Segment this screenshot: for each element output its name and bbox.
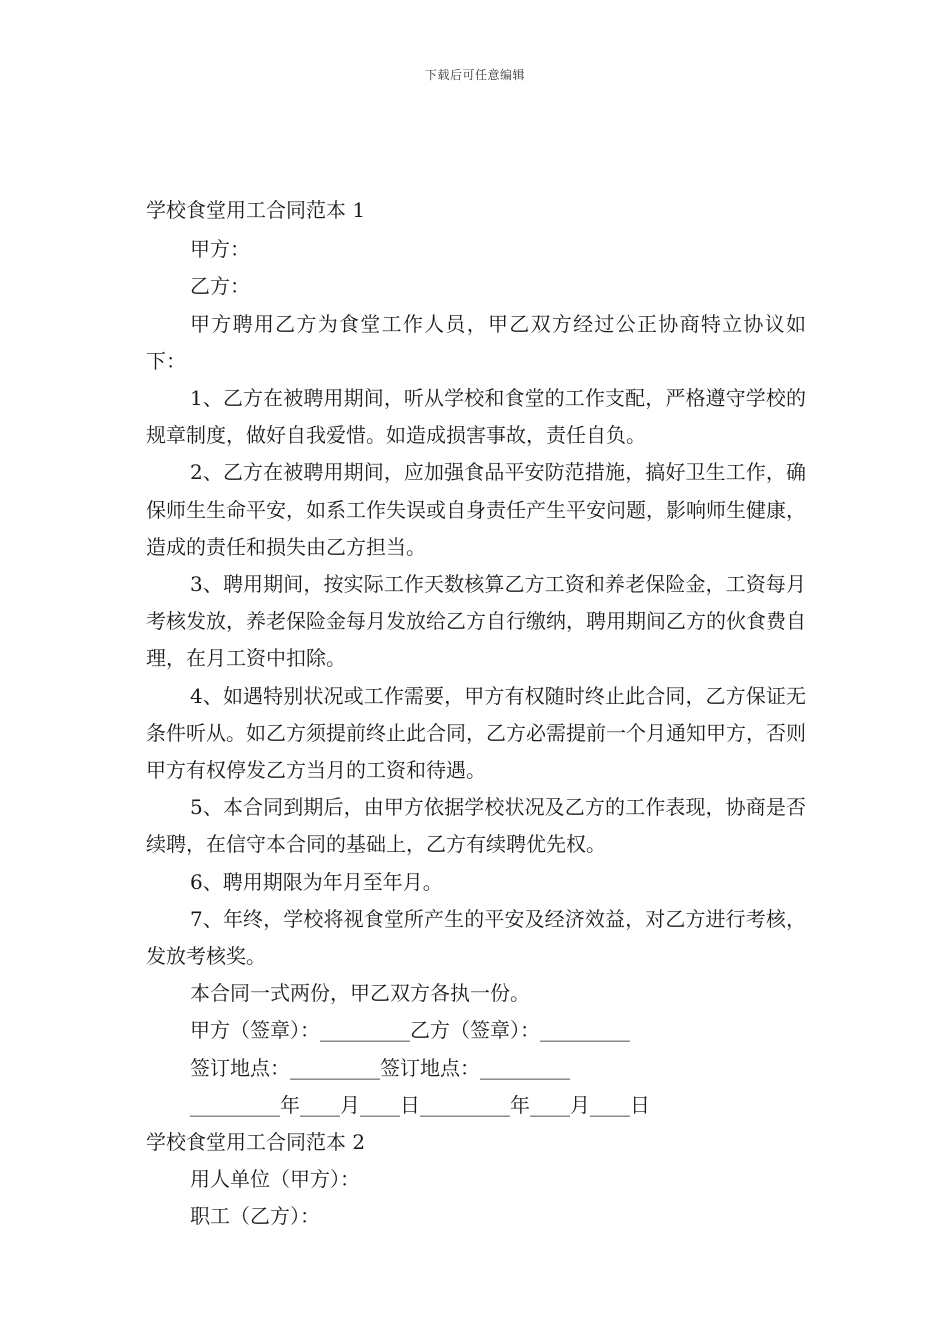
clause-7: 7、年终，学校将视食堂所产生的平安及经济效益，对乙方进行考核，发放考核奖。: [146, 906, 806, 969]
signature-line: 甲方（签章）：_________乙方（签章）：_________: [190, 1018, 630, 1043]
signing-place-line: 签订地点：_________签订地点：_________: [190, 1055, 570, 1080]
party-a-line: 甲方：: [190, 237, 250, 262]
document-body: [146, 192, 806, 1236]
copies-paragraph: 本合同一式两份，甲乙双方各执一份。: [190, 981, 530, 1006]
page-header-note: 下载后可任意编辑: [424, 68, 525, 82]
clause-2: 2、乙方在被聘用期间，应加强食品平安防范措施，搞好卫生工作，确保师生生命平安，如系工作失误或自身责任产生平安问题，影响师生健康，造成的责任和损失由乙方担当。: [146, 460, 806, 559]
clause-5: 5、本合同到期后，由甲方依据学校状况及乙方的工作表现，协商是否续聘，在信守本合同的基础上，乙方有续聘优先权。: [146, 795, 806, 857]
intro-paragraph: 甲方聘用乙方为食堂工作人员，甲乙双方经过公正协商特立协议如下：: [146, 311, 806, 373]
clause-1: 1、乙方在被聘用期间，听从学校和食堂的工作支配，严格遵守学校的规章制度，做好自我爱惜。如造成损害事故，责任自负。: [146, 386, 806, 448]
employee-line: 职工（乙方）：: [190, 1204, 320, 1229]
contract-1-title: 学校食堂用工合同范本 1: [146, 198, 366, 222]
signing-date-line: _________年____月____日_________年____月____日: [190, 1092, 650, 1117]
party-b-line: 乙方：: [190, 274, 250, 299]
clause-4: 4、如遇特别状况或工作需要，甲方有权随时终止此合同，乙方保证无条件听从。如乙方须提前终止此合同，乙方必需提前一个月通知甲方，否则甲方有权停发乙方当月的工资和待遇。: [146, 683, 806, 783]
contract-2-title: 学校食堂用工合同范本 2: [146, 1130, 366, 1155]
employer-line: 用人单位（甲方）：: [190, 1167, 360, 1192]
clause-3: 3、聘用期间，按实际工作天数核算乙方工资和养老保险金，工资每月考核发放，养老保险金每月发放给乙方自行缴纳，聘用期间乙方的伙食费自理，在月工资中扣除。: [146, 572, 806, 671]
clause-6: 6、聘用期限为年月至年月。: [190, 869, 443, 894]
